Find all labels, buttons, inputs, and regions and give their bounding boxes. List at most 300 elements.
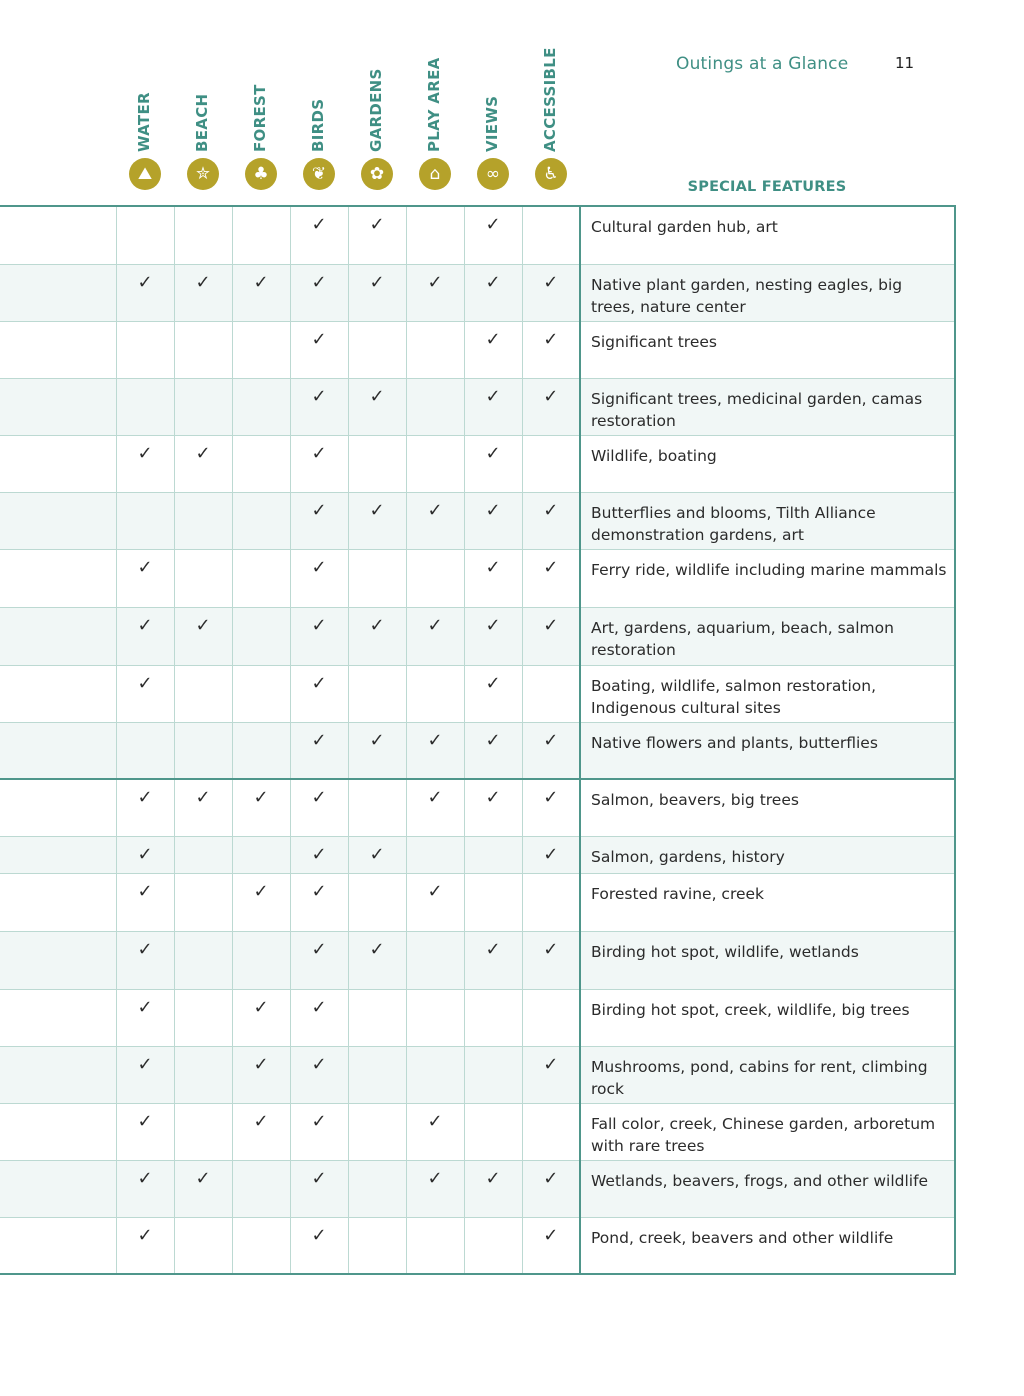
flag-cell [464, 1217, 522, 1274]
check-icon: ✓ [137, 938, 153, 960]
flag-cell [406, 836, 464, 873]
flag-cell [348, 378, 406, 435]
column-header-beach [174, 0, 232, 200]
check-icon: ✓ [137, 880, 153, 902]
check-icon: ✓ [369, 214, 385, 235]
flag-cell [406, 931, 464, 989]
column-header-accessible [522, 0, 580, 200]
check-icon: ✓ [485, 672, 501, 694]
special-features-cell: Ferry ride, wildlife including marine mammals [580, 549, 955, 607]
table-row [0, 1046, 955, 1103]
flag-cell [406, 779, 464, 836]
check-icon: ✓ [137, 1053, 153, 1075]
outing-name-cell [0, 321, 116, 378]
flag-cell [348, 549, 406, 607]
flag-cell [116, 779, 174, 836]
flag-cell [116, 873, 174, 931]
check-icon: ✓ [311, 787, 327, 808]
check-icon: ✓ [253, 1053, 269, 1075]
flag-cell [464, 665, 522, 722]
flag-cell [406, 264, 464, 321]
flag-cell [406, 492, 464, 549]
outing-name-cell [0, 873, 116, 931]
column-label: VIEWS [483, 95, 501, 152]
flag-cell [406, 321, 464, 378]
check-icon: ✓ [137, 614, 153, 636]
flag-cell [232, 1046, 290, 1103]
flag-cell [174, 836, 232, 873]
flag-cell [348, 779, 406, 836]
check-icon: ✓ [137, 271, 153, 293]
table-row [0, 607, 955, 665]
check-icon: ✓ [311, 556, 327, 578]
table-row [0, 378, 955, 435]
column-label: ACCESSIBLE [541, 47, 559, 152]
birds-icon: ❦ [303, 158, 335, 190]
check-icon: ✓ [485, 328, 501, 350]
flag-cell [116, 1217, 174, 1274]
special-features-cell: Wetlands, beavers, frogs, and other wildlife [580, 1160, 955, 1217]
check-icon: ✓ [137, 1110, 153, 1132]
check-icon: ✓ [311, 672, 327, 694]
check-icon: ✓ [543, 787, 559, 808]
flag-cell [522, 873, 580, 931]
flag-cell [522, 435, 580, 492]
flag-cell [174, 1160, 232, 1217]
flag-cell [174, 779, 232, 836]
flag-cell [232, 1217, 290, 1274]
special-features-title: SPECIAL FEATURES [687, 179, 847, 195]
check-icon: ✓ [485, 787, 501, 808]
flag-cell [174, 607, 232, 665]
check-icon: ✓ [485, 1167, 501, 1189]
check-icon: ✓ [137, 996, 153, 1018]
check-icon: ✓ [427, 787, 443, 808]
flag-cell [464, 931, 522, 989]
table-row [0, 779, 955, 836]
check-icon: ✓ [427, 1167, 443, 1189]
flag-cell [522, 549, 580, 607]
flag-cell [406, 1046, 464, 1103]
table-row [0, 836, 955, 873]
check-icon: ✓ [253, 880, 269, 902]
special-features-cell: Native plant garden, nesting eagles, big trees, nature center [580, 264, 955, 321]
check-icon: ✓ [369, 729, 385, 751]
flag-cell [522, 1217, 580, 1274]
outing-name-cell [0, 1103, 116, 1160]
flag-cell [290, 378, 348, 435]
flag-cell [116, 549, 174, 607]
outing-name-cell [0, 378, 116, 435]
flag-cell [522, 206, 580, 264]
check-icon: ✓ [195, 1167, 211, 1189]
flag-cell [406, 1160, 464, 1217]
check-icon: ✓ [369, 614, 385, 636]
flag-cell [232, 931, 290, 989]
table-row [0, 549, 955, 607]
flag-cell [348, 722, 406, 779]
special-features-cell: Forested ravine, creek [580, 873, 955, 931]
flag-cell [406, 549, 464, 607]
check-icon: ✓ [311, 1224, 327, 1246]
check-icon: ✓ [485, 556, 501, 578]
flag-cell [348, 931, 406, 989]
check-icon: ✓ [485, 385, 501, 407]
running-head: Outings at a Glance [676, 54, 849, 74]
flag-cell [290, 665, 348, 722]
flag-cell [348, 264, 406, 321]
check-icon: ✓ [543, 1167, 559, 1189]
flag-cell [464, 206, 522, 264]
check-icon: ✓ [137, 442, 153, 464]
water-icon: ⛰ [129, 158, 161, 190]
flag-cell [522, 1160, 580, 1217]
flag-cell [464, 1160, 522, 1217]
flag-cell [116, 1103, 174, 1160]
check-icon: ✓ [543, 1224, 559, 1246]
flag-cell [174, 1217, 232, 1274]
column-label: BEACH [193, 93, 211, 152]
accessible-icon: ♿ [535, 158, 567, 190]
flag-cell [116, 264, 174, 321]
flag-cell [232, 873, 290, 931]
table-row [0, 722, 955, 779]
flag-cell [348, 1103, 406, 1160]
special-features-cell: Cultural garden hub, art [580, 206, 955, 264]
flag-cell [232, 492, 290, 549]
flag-cell [290, 873, 348, 931]
check-icon: ✓ [543, 729, 559, 751]
flag-cell [290, 321, 348, 378]
flag-cell [116, 722, 174, 779]
check-icon: ✓ [137, 1224, 153, 1246]
flag-cell [464, 549, 522, 607]
flag-cell [232, 1160, 290, 1217]
flag-cell [348, 1160, 406, 1217]
flag-cell [464, 873, 522, 931]
outing-name-cell [0, 435, 116, 492]
column-header-water [116, 0, 174, 200]
check-icon: ✓ [369, 499, 385, 521]
flag-cell [116, 607, 174, 665]
column-label: BIRDS [309, 98, 327, 152]
check-icon: ✓ [311, 938, 327, 960]
flag-cell [348, 989, 406, 1046]
check-icon: ✓ [137, 556, 153, 578]
check-icon: ✓ [195, 271, 211, 293]
flag-cell [522, 492, 580, 549]
flag-cell [116, 1160, 174, 1217]
page-number: 11 [895, 54, 915, 72]
flag-cell [174, 665, 232, 722]
flag-cell [174, 549, 232, 607]
flag-cell [116, 1046, 174, 1103]
table-row [0, 1217, 955, 1274]
flag-cell [522, 931, 580, 989]
outings-table [0, 205, 956, 1275]
flag-cell [290, 607, 348, 665]
check-icon: ✓ [311, 1167, 327, 1189]
flag-cell [116, 665, 174, 722]
flag-cell [522, 665, 580, 722]
outing-name-cell [0, 665, 116, 722]
flag-cell [232, 836, 290, 873]
flag-cell [348, 873, 406, 931]
flag-cell [290, 492, 348, 549]
outing-name-cell [0, 1046, 116, 1103]
check-icon: ✓ [427, 271, 443, 293]
flag-cell [348, 492, 406, 549]
table-row [0, 264, 955, 321]
flag-cell [464, 264, 522, 321]
forest-icon: ♣ [245, 158, 277, 190]
table-row [0, 206, 955, 264]
flag-cell [464, 607, 522, 665]
flag-cell [464, 378, 522, 435]
flag-cell [522, 321, 580, 378]
flag-cell [464, 1046, 522, 1103]
outing-name-cell [0, 989, 116, 1046]
column-header-views [464, 0, 522, 200]
check-icon: ✓ [543, 499, 559, 521]
flag-cell [522, 836, 580, 873]
special-features-cell: Significant trees, medicinal garden, camas restoration [580, 378, 955, 435]
check-icon: ✓ [253, 787, 269, 808]
outing-name-cell [0, 549, 116, 607]
column-header-birds [290, 0, 348, 200]
check-icon: ✓ [195, 787, 211, 808]
flag-cell [174, 321, 232, 378]
check-icon: ✓ [427, 499, 443, 521]
check-icon: ✓ [195, 614, 211, 636]
check-icon: ✓ [253, 996, 269, 1018]
table-row [0, 492, 955, 549]
check-icon: ✓ [311, 1110, 327, 1132]
outing-name-cell [0, 607, 116, 665]
flag-cell [406, 873, 464, 931]
flag-cell [348, 321, 406, 378]
flag-cell [116, 321, 174, 378]
column-header-gardens [348, 0, 406, 200]
table-row [0, 435, 955, 492]
check-icon: ✓ [311, 729, 327, 751]
special-features-cell: Art, gardens, aquarium, beach, salmon restoration [580, 607, 955, 665]
check-icon: ✓ [427, 880, 443, 902]
flag-cell [232, 206, 290, 264]
outing-name-cell [0, 722, 116, 779]
play-area-icon: ⌂ [419, 158, 451, 190]
flag-cell [116, 206, 174, 264]
flag-cell [522, 1103, 580, 1160]
special-features-cell: Butterflies and blooms, Tilth Alliance demonstration gardens, art [580, 492, 955, 549]
flag-cell [464, 492, 522, 549]
check-icon: ✓ [311, 843, 327, 865]
flag-cell [406, 722, 464, 779]
flag-cell [232, 607, 290, 665]
flag-cell [348, 435, 406, 492]
outing-name-cell [0, 492, 116, 549]
check-icon: ✓ [369, 843, 385, 865]
flag-cell [290, 779, 348, 836]
flag-cell [464, 836, 522, 873]
check-icon: ✓ [543, 328, 559, 350]
table-row [0, 1160, 955, 1217]
flag-cell [290, 722, 348, 779]
special-features-cell: Salmon, gardens, history [580, 836, 955, 873]
check-icon: ✓ [485, 729, 501, 751]
table-row [0, 873, 955, 931]
outings-grid [0, 205, 955, 1275]
flag-cell [290, 435, 348, 492]
flag-cell [116, 435, 174, 492]
flag-cell [464, 779, 522, 836]
flag-cell [290, 989, 348, 1046]
check-icon: ✓ [253, 1110, 269, 1132]
column-label: GARDENS [367, 68, 385, 152]
check-icon: ✓ [311, 328, 327, 350]
flag-cell [522, 378, 580, 435]
flag-cell [290, 1103, 348, 1160]
flag-cell [174, 989, 232, 1046]
check-icon: ✓ [137, 787, 153, 808]
outing-name-cell [0, 1160, 116, 1217]
check-icon: ✓ [427, 614, 443, 636]
check-icon: ✓ [543, 614, 559, 636]
table-row [0, 931, 955, 989]
flag-cell [406, 206, 464, 264]
column-label: PLAY AREA [425, 57, 443, 152]
gardens-icon: ✿ [361, 158, 393, 190]
check-icon: ✓ [485, 499, 501, 521]
flag-cell [464, 435, 522, 492]
flag-cell [232, 1103, 290, 1160]
check-icon: ✓ [369, 385, 385, 407]
flag-cell [290, 836, 348, 873]
flag-cell [290, 931, 348, 989]
flag-cell [522, 722, 580, 779]
flag-cell [522, 779, 580, 836]
check-icon: ✓ [369, 271, 385, 293]
outing-name-cell [0, 264, 116, 321]
flag-cell [522, 264, 580, 321]
flag-cell [406, 378, 464, 435]
table-row [0, 989, 955, 1046]
flag-cell [406, 1103, 464, 1160]
check-icon: ✓ [543, 271, 559, 293]
flag-cell [232, 549, 290, 607]
check-icon: ✓ [543, 385, 559, 407]
check-icon: ✓ [311, 271, 327, 293]
table-row [0, 665, 955, 722]
flag-cell [232, 378, 290, 435]
flag-cell [348, 665, 406, 722]
flag-cell [174, 1046, 232, 1103]
flag-cell [116, 836, 174, 873]
column-header-play-area [406, 0, 464, 200]
flag-cell [174, 1103, 232, 1160]
flag-cell [232, 779, 290, 836]
outing-name-cell [0, 779, 116, 836]
flag-cell [406, 607, 464, 665]
flag-cell [522, 1046, 580, 1103]
check-icon: ✓ [485, 938, 501, 960]
flag-cell [174, 378, 232, 435]
special-features-cell: Significant trees [580, 321, 955, 378]
check-icon: ✓ [427, 1110, 443, 1132]
special-features-cell: Salmon, beavers, big trees [580, 779, 955, 836]
flag-cell [116, 931, 174, 989]
check-icon: ✓ [485, 214, 501, 235]
check-icon: ✓ [485, 271, 501, 293]
flag-cell [232, 665, 290, 722]
flag-cell [232, 264, 290, 321]
special-features-cell: Fall color, creek, Chinese garden, arboretum with rare trees [580, 1103, 955, 1160]
check-icon: ✓ [311, 1053, 327, 1075]
check-icon: ✓ [137, 843, 153, 865]
check-icon: ✓ [311, 214, 327, 235]
outing-name-cell [0, 836, 116, 873]
check-icon: ✓ [543, 938, 559, 960]
check-icon: ✓ [311, 385, 327, 407]
flag-cell [174, 264, 232, 321]
flag-cell [406, 989, 464, 1046]
flag-cell [464, 722, 522, 779]
check-icon: ✓ [427, 729, 443, 751]
flag-cell [116, 492, 174, 549]
flag-cell [348, 206, 406, 264]
check-icon: ✓ [311, 614, 327, 636]
flag-cell [174, 931, 232, 989]
special-features-cell: Pond, creek, beavers and other wildlife [580, 1217, 955, 1274]
flag-cell [522, 989, 580, 1046]
check-icon: ✓ [253, 271, 269, 293]
check-icon: ✓ [137, 672, 153, 694]
column-header-forest [232, 0, 290, 200]
check-icon: ✓ [311, 499, 327, 521]
views-icon: ∞ [477, 158, 509, 190]
flag-cell [290, 1046, 348, 1103]
table-row [0, 1103, 955, 1160]
check-icon: ✓ [311, 880, 327, 902]
flag-cell [232, 722, 290, 779]
flag-cell [290, 264, 348, 321]
check-icon: ✓ [311, 996, 327, 1018]
outing-name-cell [0, 1217, 116, 1274]
flag-cell [348, 836, 406, 873]
flag-cell [290, 1160, 348, 1217]
flag-cell [464, 321, 522, 378]
check-icon: ✓ [137, 1167, 153, 1189]
beach-icon: ✮ [187, 158, 219, 190]
flag-cell [290, 1217, 348, 1274]
check-icon: ✓ [543, 843, 559, 865]
flag-cell [116, 378, 174, 435]
check-icon: ✓ [543, 556, 559, 578]
flag-cell [174, 206, 232, 264]
flag-cell [290, 206, 348, 264]
flag-cell [232, 321, 290, 378]
column-label: WATER [135, 92, 153, 152]
flag-cell [348, 1046, 406, 1103]
table-row [0, 321, 955, 378]
special-features-cell: Birding hot spot, wildlife, wetlands [580, 931, 955, 989]
flag-cell [348, 607, 406, 665]
flag-cell [174, 722, 232, 779]
check-icon: ✓ [485, 442, 501, 464]
flag-cell [348, 1217, 406, 1274]
check-icon: ✓ [543, 1053, 559, 1075]
special-features-cell: Native flowers and plants, butterflies [580, 722, 955, 779]
